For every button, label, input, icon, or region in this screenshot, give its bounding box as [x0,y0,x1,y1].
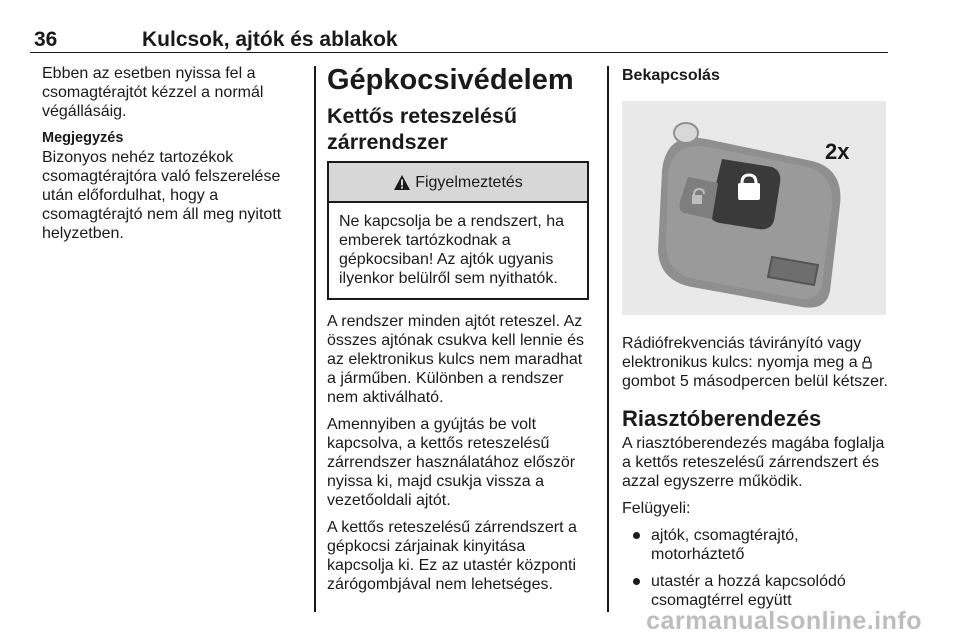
activation-title: Bekapcsolás [622,67,720,84]
column-1 [42,64,300,251]
column-3 [622,64,890,618]
subsection-title: Kettős reteszelésű zárrendszer [327,104,517,154]
lock-icon [862,356,872,369]
warning-header [329,163,587,203]
warning-text: Ne kapcsolja be a rendszert, ha emberek tartózkodnak a gépkocsiban! Az ajtók ugyanis ilyenkor belülről sem nyithatók. [339,213,565,287]
body-paragraph-2: Amennyiben a gyújtás be volt kapcsolva, a kettős reteszelésű zárrendszer használatához először nyissa ki, majd csukja vissza a vezetőoldali ajtót. [327,416,576,509]
alarm-section-title: Riasztóberendezés [622,406,822,431]
page-header [30,28,888,53]
warning-title: Figyelmeztetés [415,173,523,191]
warning-box [327,161,589,300]
warning-icon [393,174,411,191]
page-number: 36 [34,28,58,51]
monitored-areas-list [622,526,890,610]
key-fob-illustration [622,101,886,315]
intro-paragraph: Ebben az esetben nyissa fel a csomagtérajtót kézzel a normál végállásáig. [42,65,264,120]
press-twice-label: 2x [825,139,850,164]
monitors-label: Felügyeli: [622,500,691,517]
column-divider-2 [607,66,609,612]
alarm-paragraph: A riasztóberendezés magába foglalja a kettős reteszelésű zárrendszert és azzal egyszerre működik. [622,435,885,490]
list-item: utastér a hozzá kapcsolódó csomagtérrel együtt [622,572,890,610]
column-2 [327,64,593,602]
note-body: Bizonyos nehéz tartozékok csomagtérajtóra való felszerelése után előfordulhat, hogy a csomagtérajtó nem áll meg nyitott helyzetben. [42,149,282,242]
list-item: ajtók, csomagtérajtó, motorháztető [622,526,890,564]
chapter-title: Kulcsok, ajtók és ablakok [142,28,398,51]
watermark: carmanualsonline.info [646,607,922,635]
note-title: Megjegyzés [42,130,124,146]
body-paragraph-1: A rendszer minden ajtót reteszel. Az összes ajtónak csukva kell lennie és az elektronikus kulcs nem maradhat a járműben. Különben a rendszer nem aktiválható. [327,313,585,406]
activation-instruction: Rádiófrekvenciás távirányító vagy elektronikus kulcs: nyomja meg a gombot 5 másodpercen belül kétszer. [622,335,888,390]
column-divider-1 [314,66,316,612]
body-paragraph-3: A kettős reteszelésű zárrendszert a gépkocsi zárjainak kinyitása kapcsolja ki. Ez az utastér központi zárógombjával nem lehetséges. [327,519,577,593]
section-title: Gépkocsivédelem [327,64,574,96]
